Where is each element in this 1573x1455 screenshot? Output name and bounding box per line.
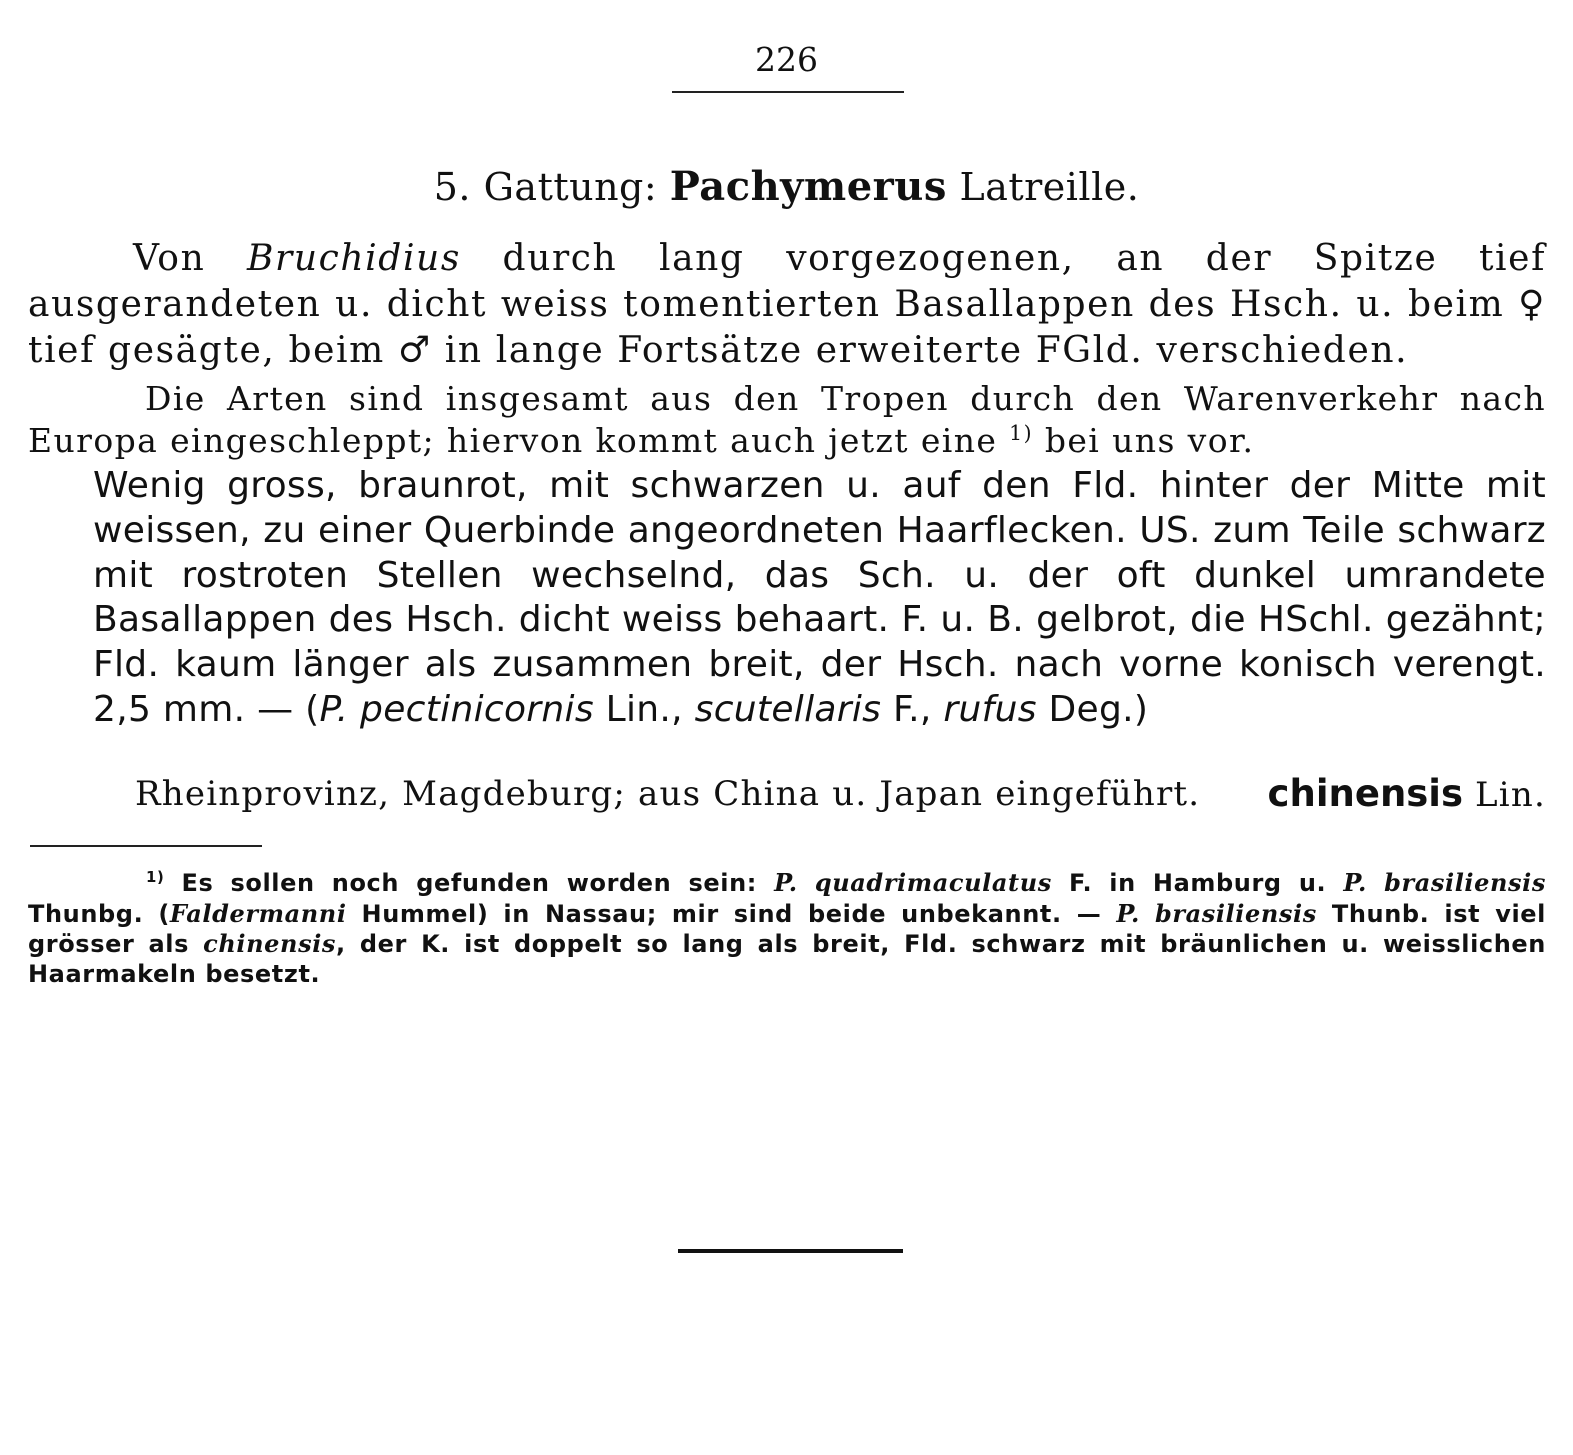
synonym-name: P. pectinicornis <box>319 688 594 730</box>
text-run: Wenig gross, braunrot, mit schwarzen u. auf den Fld. hinter der Mitte mit weissen, zu einer Querbinde angeordneten Haarflecken. US. zum Teile schwarz mit rostroten Stellen wechselnd, das Sch. u. der oft dunkel umrandete Basallappen des Hsch. dicht weiss behaart. F. u. B. gelbrot, die HSchl. gezähnt; Fld. kaum länger als zusammen breit, der Hsch. nach vorne konisch verengt. 2,5 mm. — ( <box>93 465 1546 730</box>
taxon-name: P. brasiliensis <box>1116 898 1317 928</box>
genus-author: Latreille. <box>959 165 1140 209</box>
locality-text: Rheinprovinz, Magdeburg; aus China u. Japan eingeführt. <box>135 774 1201 814</box>
heading-number: 5. <box>433 165 471 209</box>
text-run: Deg.) <box>1036 688 1149 730</box>
footnote-rule <box>30 845 262 847</box>
footnote <box>28 868 1546 989</box>
footnote-marker: 1) <box>146 868 165 886</box>
genus-heading <box>0 163 1573 211</box>
header-rule <box>672 91 904 93</box>
taxon-name: Bruchidius <box>246 238 461 279</box>
species-author: Lin. <box>1475 775 1546 815</box>
end-rule <box>678 1249 903 1253</box>
text-run: durch lang vorgezogenen, an der Spitze tief ausgerandeten u. dicht weiss tomentierten Basallappen des Hsch. u. beim ♀ tief gesägte, beim ♂ in lange Fortsätze erweiterte FGld. verschieden. <box>28 238 1546 371</box>
taxon-name: P. brasiliensis <box>1343 868 1546 897</box>
text-run: Thunbg. ( <box>28 899 170 928</box>
taxon-name: P. quadrimaculatus <box>774 868 1052 897</box>
heading-label: Gattung: <box>483 165 658 209</box>
genus-diagnosis-paragraph <box>28 236 1546 374</box>
text-run: F., <box>881 688 944 730</box>
synonym-name: scutellaris <box>694 688 882 730</box>
text-run: Hummel) in Nassau; mir sind beide unbekannt. — <box>346 899 1117 928</box>
page-number: 226 <box>755 40 818 79</box>
text-run: , der K. ist doppelt so lang als breit, Fld. schwarz mit bräunlichen u. weisslichen Haarmakeln besetzt. <box>28 930 1546 988</box>
text-run: Thunb. ist viel grösser als <box>28 899 1546 958</box>
taxon-name: chinensis <box>203 929 337 958</box>
synonym-name: rufus <box>943 688 1037 730</box>
text-run: Die Arten sind insgesamt aus den Tropen durch den Warenverkehr nach Europa eingeschleppt; hiervon kommt auch jetzt eine <box>28 379 1546 460</box>
species-name: chinensis <box>1267 772 1464 815</box>
distribution-paragraph <box>28 378 1546 462</box>
species-label <box>1268 772 1546 817</box>
taxon-name: Faldermanni <box>169 898 347 928</box>
genus-name: Pachymerus <box>669 163 947 210</box>
text-run: bei uns vor. <box>1032 421 1255 460</box>
text-run: Lin., <box>593 688 695 730</box>
text-run: F. in Hamburg u. <box>1051 869 1344 897</box>
species-description <box>93 464 1546 733</box>
locality-line <box>135 772 1546 817</box>
footnote-reference: 1) <box>1009 421 1033 445</box>
text-run: Es sollen noch gefunden worden sein: <box>164 869 775 897</box>
text-run: Von <box>133 238 247 279</box>
